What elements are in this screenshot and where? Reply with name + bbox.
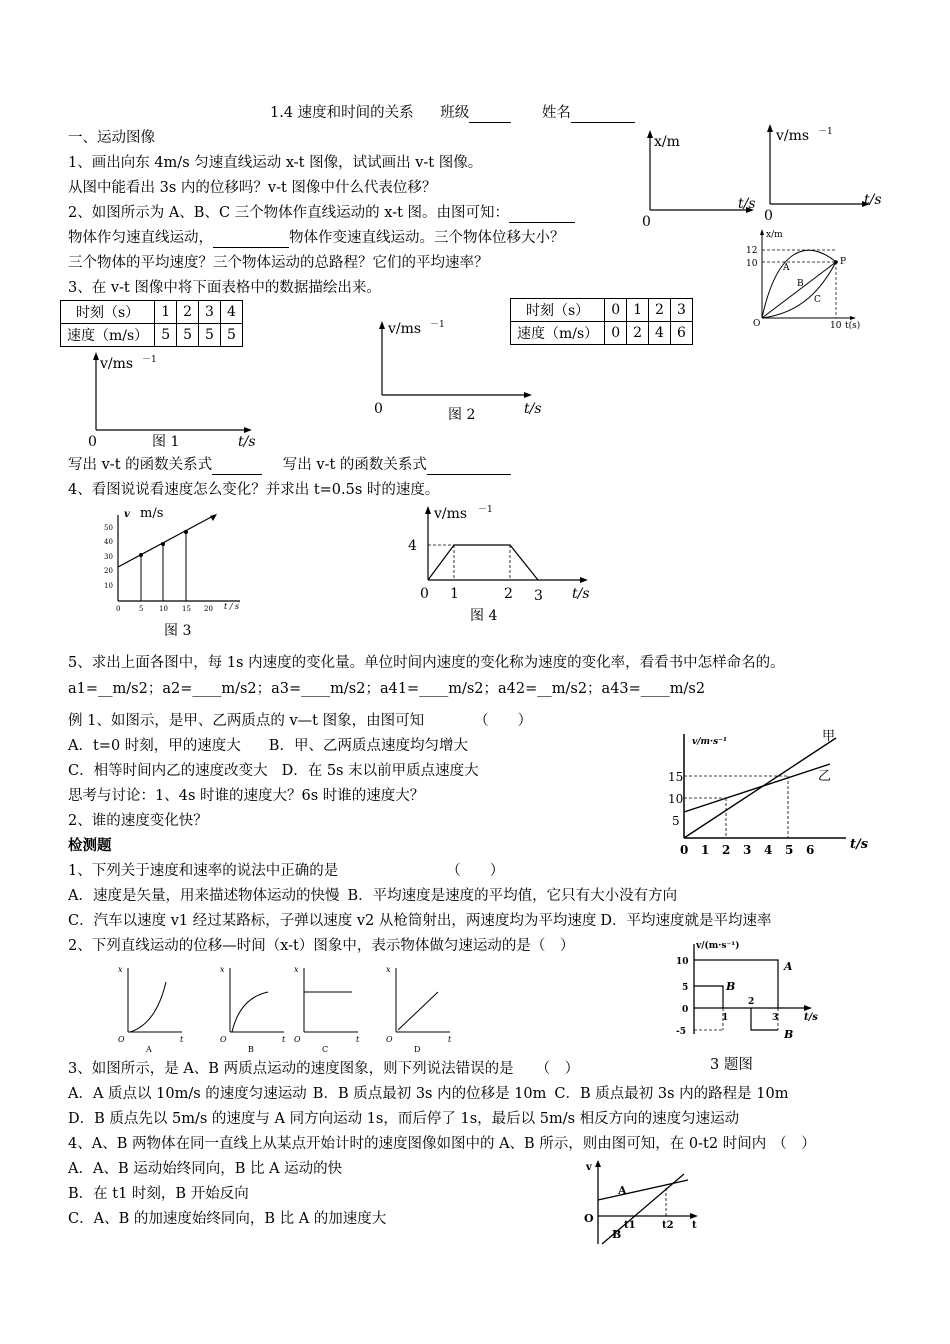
fig2-caption: 图 2 bbox=[448, 407, 476, 423]
vt-top-t: t/s bbox=[864, 192, 882, 208]
fig3-x10: 10 bbox=[159, 605, 168, 613]
fig3-y50: 50 bbox=[104, 524, 113, 532]
fig4-v: v/ms bbox=[434, 506, 468, 522]
page-title bbox=[270, 104, 635, 123]
table-row bbox=[61, 301, 243, 324]
fig4-t2: 2 bbox=[504, 586, 513, 602]
q1-line2: 从图中能看出 3s 内的位移吗？v-t 图像中什么代表位移？ bbox=[68, 180, 437, 196]
q3-t: t/s bbox=[804, 1012, 818, 1023]
q2-text2a: 物体作匀速直线运动， bbox=[68, 230, 213, 246]
example1-x4: 4 bbox=[764, 843, 773, 857]
xt-10b: 10 bbox=[830, 321, 842, 331]
table-cell: 4 bbox=[220, 301, 242, 324]
test-heading: 检测题 bbox=[68, 837, 112, 854]
test-q1-ab bbox=[68, 887, 677, 905]
example1-ylabel: v/m·s⁻¹ bbox=[692, 737, 727, 747]
example1-x1: 1 bbox=[701, 843, 710, 857]
q3-A: A bbox=[784, 960, 793, 973]
q4-text: 4、看图说说看速度怎么变化？并求出 t=0.5s 时的速度。 bbox=[68, 482, 440, 498]
xt-12: 12 bbox=[746, 246, 758, 256]
fig4-t1: 1 bbox=[450, 586, 459, 602]
q2d-t: t bbox=[448, 1035, 452, 1044]
fig2-exp: －1 bbox=[430, 320, 445, 330]
fig3-y30: 30 bbox=[104, 553, 113, 561]
test-q3-option-c[interactable]: C．B 质点最初 3s 内的路程是 10m bbox=[554, 1086, 789, 1102]
q2-line2 bbox=[68, 229, 565, 248]
example1-t: t/s bbox=[850, 837, 869, 852]
q2-blank2[interactable] bbox=[213, 229, 289, 248]
xt-ts: t(s) bbox=[845, 321, 861, 331]
xt-C: C bbox=[814, 295, 821, 305]
fig3-y10: 10 bbox=[104, 582, 113, 590]
example1-opt-ab bbox=[68, 737, 468, 755]
xt-abc-graph bbox=[746, 228, 882, 338]
q2c-O: O bbox=[294, 1035, 301, 1044]
example1-x6: 6 bbox=[806, 843, 815, 857]
q2b-t: t bbox=[282, 1035, 286, 1044]
table-cell: 5 bbox=[155, 324, 177, 347]
xt-axis-label: x/m bbox=[654, 134, 680, 150]
fig2-origin: 0 bbox=[374, 401, 383, 417]
relation-line bbox=[68, 456, 511, 475]
q2c-t: t bbox=[356, 1035, 360, 1044]
rel2-text: 写出 v-t 的函数关系式 bbox=[282, 457, 427, 473]
fig4-exp: －1 bbox=[478, 505, 493, 515]
fig3-x20: 20 bbox=[204, 605, 213, 613]
q2-line3: 三个物体的平均速度？三个物体运动的总路程？它们的平均速率？ bbox=[68, 255, 489, 271]
fig3-x0: 0 bbox=[116, 605, 121, 613]
xt-A: A bbox=[783, 263, 790, 273]
fig4-4: 4 bbox=[408, 538, 417, 554]
fig4-caption: 图 4 bbox=[470, 608, 498, 624]
table-cell: 3 bbox=[199, 301, 221, 324]
q2a-label: A bbox=[146, 1045, 152, 1054]
q2-line1 bbox=[68, 204, 575, 223]
test-q3-stem: 3、如图所示，是 A、B 两质点运动的速度图象，则下列说法错误的是 bbox=[68, 1061, 514, 1077]
q4-v: v bbox=[586, 1162, 592, 1173]
class-blank[interactable] bbox=[469, 104, 511, 123]
example1-y10: 10 bbox=[668, 792, 684, 806]
fig3-y20: 20 bbox=[104, 567, 113, 575]
q4-A: A bbox=[618, 1184, 627, 1197]
q5-answers: a1=__m/s2；a2=____m/s2；a3=____m/s2；a41=____m/s2；a42=__m/s2；a43=____m/s2 bbox=[68, 681, 706, 697]
fig3-unit: m/s bbox=[140, 506, 164, 521]
example1-x5: 5 bbox=[785, 843, 794, 857]
data-table-1 bbox=[60, 300, 243, 347]
example1-bracket[interactable]: （ ） bbox=[474, 713, 533, 729]
fig3-v: v bbox=[124, 509, 130, 520]
test-q1-cd bbox=[68, 912, 772, 930]
fig2-t: t/s bbox=[524, 401, 542, 417]
example1-jia: 甲 bbox=[822, 729, 836, 744]
q3-line1: 3、在 v-t 图像中将下面表格中的数据描绘出来。 bbox=[68, 280, 381, 296]
fig4-origin: 0 bbox=[420, 586, 429, 602]
q2-graph-b[interactable] bbox=[220, 962, 300, 1054]
test-q1-option-d[interactable]: D．平均速度就是平均速率 bbox=[600, 913, 772, 929]
vt-top-origin: 0 bbox=[764, 208, 773, 224]
example1-x2: 2 bbox=[722, 843, 731, 857]
fig2-v: v/ms bbox=[388, 321, 422, 337]
fig4-t: t/s bbox=[572, 586, 590, 602]
fig1-caption: 图 1 bbox=[152, 434, 180, 450]
test-q1-bracket[interactable]: （ ） bbox=[446, 863, 505, 879]
table-cell: 6 bbox=[670, 322, 692, 345]
q2b-O: O bbox=[220, 1035, 227, 1044]
q3-ym5: -5 bbox=[676, 1027, 686, 1037]
fig1-origin: 0 bbox=[88, 434, 97, 450]
test-q3-bracket[interactable]: （ ） bbox=[535, 1061, 580, 1077]
q2-text2b: 物体作变速直线运动。三个物体位移大小？ bbox=[289, 230, 565, 246]
q2d-label: D bbox=[414, 1045, 421, 1054]
example1-opt-cd bbox=[68, 762, 479, 780]
q4-t2: t2 bbox=[662, 1220, 674, 1231]
example1-option-c[interactable]: C．相等时间内乙的速度改变大 bbox=[68, 763, 268, 779]
table-cell: 5 bbox=[199, 324, 221, 347]
vt-top-exp: －1 bbox=[818, 127, 833, 137]
q3-y5: 5 bbox=[682, 983, 689, 993]
test-q3-option-b[interactable]: B．B 质点最初 3s 内的位移是 10m bbox=[312, 1086, 547, 1102]
example1-y5: 5 bbox=[672, 814, 680, 828]
test-q1-option-c[interactable]: C．汽车以速度 v1 经过某路标，子弹以速度 v2 从枪筒射出，两速度均为平均速度 bbox=[68, 913, 597, 929]
q2a-x: x bbox=[118, 965, 123, 974]
test-q4 bbox=[68, 1135, 816, 1153]
q4-t1: t1 bbox=[624, 1220, 636, 1231]
test-q3-d[interactable]: D．B 质点先以 5m/s 的速度与 A 同方向运动 1s，而后停了 1s，最后以 5m/s 相反方向的速度匀速运动 bbox=[68, 1111, 740, 1127]
q3-B1: B bbox=[726, 980, 736, 993]
fig3-caption: 图 3 bbox=[164, 623, 192, 639]
table-cell: 5 bbox=[220, 324, 242, 347]
q3-y10: 10 bbox=[676, 957, 689, 967]
example1-yi: 乙 bbox=[818, 769, 832, 784]
q2c-label: C bbox=[322, 1045, 329, 1054]
q3-x1: 1 bbox=[722, 1013, 729, 1023]
test-q4-option-b[interactable]: B．在 t1 时刻，B 开始反向 bbox=[68, 1186, 249, 1202]
example1-x3: 3 bbox=[743, 843, 752, 857]
fig1-v: v/ms bbox=[100, 356, 134, 372]
fig4-chart bbox=[404, 500, 604, 630]
xt-B: B bbox=[797, 279, 804, 289]
xt-origin: 0 bbox=[642, 214, 651, 230]
title-text: 1.4 速度和时间的关系 bbox=[270, 105, 414, 121]
xt-O: O bbox=[753, 319, 761, 329]
rel1-text: 写出 v-t 的函数关系式 bbox=[68, 457, 213, 473]
table-row bbox=[61, 324, 243, 347]
test-q3-abc bbox=[68, 1085, 788, 1103]
blank-vt-axes-top bbox=[760, 122, 890, 222]
test-q1 bbox=[68, 862, 504, 880]
fig1-t: t/s bbox=[238, 434, 256, 450]
class-label: 班级 bbox=[440, 105, 470, 121]
name-label: 姓名 bbox=[541, 105, 571, 121]
test-q4-bracket[interactable]: （ ） bbox=[772, 1136, 816, 1152]
q2b-x: x bbox=[220, 965, 225, 974]
example1-option-a[interactable]: A．t=0 时刻，甲的速度大 bbox=[68, 738, 241, 754]
table-cell: 时刻（s） bbox=[511, 299, 605, 322]
test-q1-option-a[interactable]: A．速度是矢量，用来描述物体运动的快慢 bbox=[68, 888, 340, 904]
q3-x3: 3 bbox=[772, 1013, 779, 1023]
q4-B: B bbox=[612, 1228, 622, 1241]
q2b-label: B bbox=[248, 1045, 254, 1054]
q2d-O: O bbox=[386, 1035, 393, 1044]
table-cell: 2 bbox=[177, 301, 199, 324]
vt-top-label: v/ms bbox=[776, 128, 810, 144]
test-q4-stem: 4、A、B 两物体在同一直线上从某点开始计时的速度图像如图中的 A、B 所示，则由图可知，在 0-t2 时间内 bbox=[68, 1136, 767, 1152]
fig3-y40: 40 bbox=[104, 538, 113, 546]
example1-stem-text: 例 1、如图示，是甲、乙两质点的 v—t 图象，由图可知 bbox=[68, 713, 425, 729]
table-cell: 5 bbox=[177, 324, 199, 347]
table-cell: 1 bbox=[155, 301, 177, 324]
table-cell: 时刻（s） bbox=[61, 301, 155, 324]
rel1-blank[interactable] bbox=[212, 456, 262, 475]
table-cell: 3 bbox=[670, 299, 692, 322]
think2: 2、谁的速度变化快？ bbox=[68, 813, 208, 829]
q2-text: 2、如图所示为 A、B、C 三个物体作直线运动的 x-t 图。由图可知： bbox=[68, 205, 510, 221]
fig3-t: t / s bbox=[224, 602, 240, 611]
example1-x0: 0 bbox=[680, 843, 689, 857]
q3-fig-caption: 3 题图 bbox=[710, 1057, 753, 1073]
name-blank[interactable] bbox=[571, 104, 635, 123]
q3-ylabel: v/(m·s⁻¹) bbox=[696, 941, 740, 951]
q4-t: t bbox=[692, 1220, 697, 1231]
example1-y15: 15 bbox=[668, 770, 684, 784]
q2a-t: t bbox=[180, 1035, 184, 1044]
fig3-x5: 5 bbox=[139, 605, 144, 613]
q2-graph-c[interactable] bbox=[294, 962, 374, 1054]
think1: 思考与讨论：1、4s 时谁的速度大？6s 时谁的速度大？ bbox=[68, 788, 425, 804]
fig1-exp: －1 bbox=[142, 355, 157, 365]
q2a-O: O bbox=[118, 1035, 125, 1044]
blank-xt-axes bbox=[630, 128, 760, 228]
table-cell: 0 bbox=[605, 299, 627, 322]
q3-chart bbox=[676, 936, 826, 1046]
test-q2: 2、下列直线运动的位移—时间（x-t）图象中，表示物体做匀速运动的是（ ） bbox=[68, 938, 575, 954]
rel2-blank[interactable] bbox=[427, 456, 511, 475]
section-heading: 一、运动图像 bbox=[68, 130, 155, 146]
test-q4-option-a[interactable]: A．A、B 运动始终同向，B 比 A 运动的快 bbox=[68, 1161, 343, 1177]
q3-B2: B bbox=[784, 1028, 794, 1041]
q4-O: O bbox=[584, 1212, 594, 1225]
table-cell: 0 bbox=[605, 322, 627, 345]
table-cell: 速度（m/s） bbox=[61, 324, 155, 347]
q2-graph-a[interactable] bbox=[118, 962, 198, 1054]
q2d-x: x bbox=[386, 965, 391, 974]
example1-option-b[interactable]: B．甲、乙两质点速度均匀增大 bbox=[268, 738, 468, 754]
table-cell: 2 bbox=[649, 299, 671, 322]
test-q1-option-b[interactable]: B．平均速度是速度的平均值，它只有大小没有方向 bbox=[347, 888, 678, 904]
q5-text: 5、求出上面各图中，每 1s 内速度的变化量。单位时间内速度的变化称为速度的变化率，看看书中怎样命名的。 bbox=[68, 655, 785, 671]
example1-chart bbox=[668, 728, 878, 858]
fig3-x15: 15 bbox=[182, 605, 191, 613]
xt-t-label: t/s bbox=[738, 196, 756, 212]
q2-graph-d[interactable] bbox=[386, 962, 466, 1054]
xt-P: P bbox=[840, 257, 847, 267]
table-cell: 2 bbox=[627, 322, 649, 345]
xt-abc-x: x/m bbox=[766, 230, 783, 240]
q1-line1: 1、画出向东 4m/s 匀速直线运动 x-t 图像，试试画出 v-t 图像。 bbox=[68, 155, 483, 171]
xt-10: 10 bbox=[746, 259, 758, 269]
q2c-x: x bbox=[294, 965, 299, 974]
fig1-axes bbox=[86, 350, 276, 450]
test-q1-stem: 1、下列关于速度和速率的说法中正确的是 bbox=[68, 863, 339, 879]
fig2-axes bbox=[372, 315, 562, 425]
table-cell: 速度（m/s） bbox=[511, 322, 605, 345]
example1-stem bbox=[68, 712, 532, 730]
q2-blank1[interactable] bbox=[509, 204, 575, 223]
test-q3-option-a[interactable]: A．A 质点以 10m/s 的速度匀速运动 bbox=[68, 1086, 307, 1102]
example1-option-d[interactable]: D．在 5s 末以前甲质点速度大 bbox=[281, 763, 479, 779]
table-cell: 4 bbox=[649, 322, 671, 345]
q4-chart bbox=[582, 1160, 712, 1250]
test-q3 bbox=[68, 1060, 579, 1078]
fig3-chart bbox=[100, 505, 260, 639]
q3-x2: 2 bbox=[748, 997, 755, 1007]
test-q4-option-c[interactable]: C．A、B 的加速度始终同向，B 比 A 的加速度大 bbox=[68, 1211, 387, 1227]
q3-y0: 0 bbox=[682, 1005, 689, 1015]
fig4-t3: 3 bbox=[534, 588, 543, 604]
table-cell: 1 bbox=[627, 299, 649, 322]
